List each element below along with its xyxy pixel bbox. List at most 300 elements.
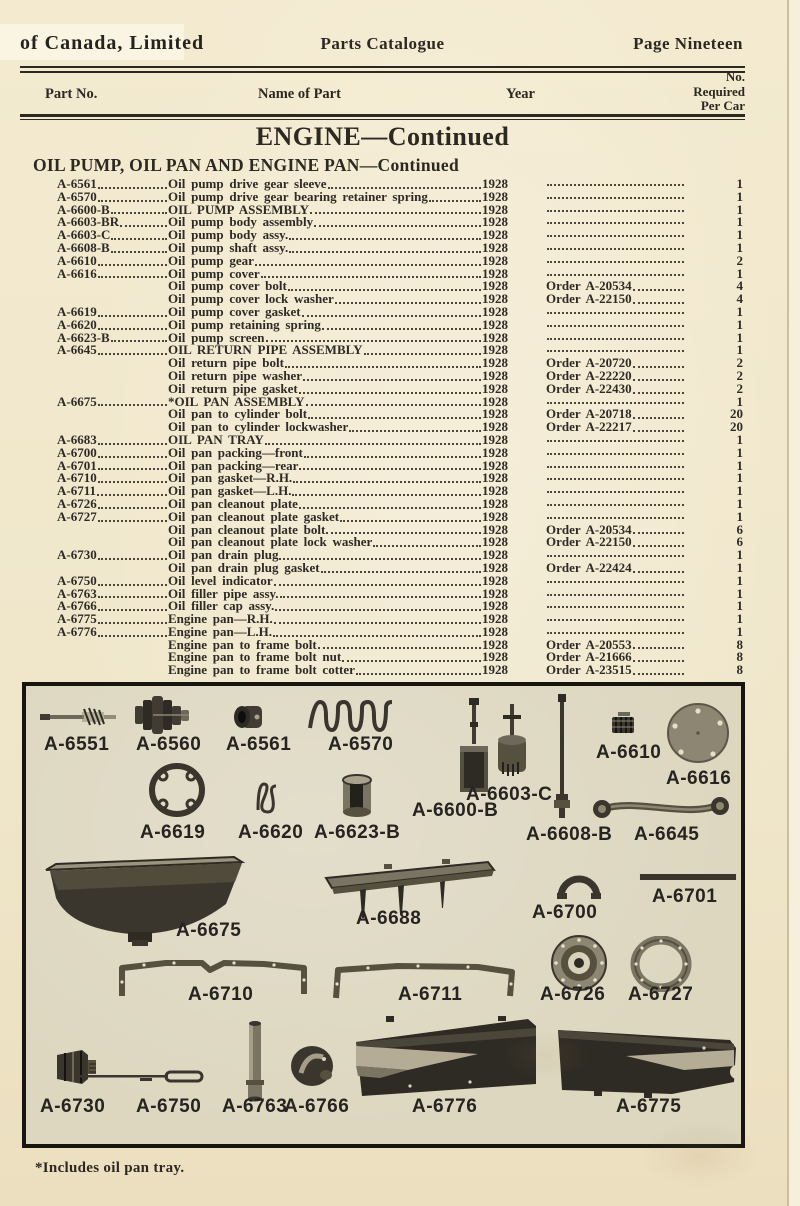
- cell-year: 1928: [482, 636, 508, 652]
- part-figure-a-6551: [38, 702, 118, 732]
- cell-year: 1928: [482, 188, 508, 204]
- part-label-a-6688: A-6688: [356, 908, 422, 929]
- dot-leader: [299, 391, 481, 394]
- catalogue-title: Parts Catalogue: [320, 34, 445, 53]
- order-reference: Order A-20534: [546, 278, 632, 294]
- table-row: [20, 229, 745, 242]
- order-reference: Order A-22150: [546, 291, 632, 307]
- dot-leader: [306, 403, 482, 406]
- order-reference: Order A-20720: [546, 355, 632, 371]
- dot-leader: [303, 378, 481, 381]
- dot-leader: [342, 659, 481, 662]
- table-row: [20, 651, 745, 664]
- part-name: *OIL PAN ASSEMBLY: [168, 393, 305, 409]
- order-reference: Order A-21666: [546, 649, 632, 665]
- part-name: Oil pump drive gear sleeve: [168, 176, 327, 191]
- part-drawing-icon: [638, 872, 738, 882]
- cell-quantity: 1: [736, 444, 743, 460]
- dot-leader: [321, 570, 481, 573]
- dot-leader: [255, 263, 481, 266]
- table-row: [20, 367, 745, 383]
- part-number: A-6610: [57, 252, 97, 268]
- part-name: Oil pump cover lock washer: [168, 291, 334, 307]
- dot-leader: [98, 621, 167, 624]
- part-number: A-6561: [57, 176, 97, 191]
- column-header-year: Year: [506, 86, 535, 102]
- cell-part-no: [20, 344, 168, 357]
- dot-leader: [292, 493, 481, 496]
- part-label-a-6701: A-6701: [652, 886, 718, 907]
- cell-part-no: [20, 265, 168, 281]
- dot-leader: [547, 247, 684, 250]
- cell-order-ref: [546, 196, 688, 201]
- dot-leader: [547, 605, 684, 608]
- part-label-a-6603-c: A-6603-C: [466, 784, 553, 805]
- dot-leader: [111, 211, 167, 214]
- part-name: Engine pan to frame bolt: [168, 636, 317, 652]
- part-drawing-icon: [554, 1020, 740, 1106]
- cell-order-ref: [546, 503, 688, 508]
- table-row: [20, 508, 745, 524]
- cell-year: 1928: [482, 547, 508, 563]
- column-header-required: [693, 70, 745, 114]
- dot-leader: [98, 455, 167, 458]
- dot-leader: [98, 506, 167, 509]
- cell-quantity: 1: [736, 495, 743, 511]
- cell-quantity: 1: [736, 623, 743, 639]
- order-reference: Order A-22217: [546, 419, 632, 435]
- part-name: Oil pan gasket—R.H.: [168, 470, 293, 486]
- dot-leader: [547, 324, 684, 327]
- part-number: A-6775: [57, 611, 97, 627]
- dot-leader: [98, 557, 167, 560]
- order-reference: Order A-23515: [546, 662, 632, 678]
- cell-order-ref: [546, 380, 688, 396]
- part-number: A-6608-B: [57, 239, 110, 255]
- part-name: Oil pan cleanout plate: [168, 495, 298, 511]
- cell-order-ref: [546, 605, 688, 610]
- part-name: Oil pan packing—front: [168, 444, 303, 460]
- part-number: A-6700: [57, 444, 97, 460]
- table-row: [20, 549, 745, 562]
- dot-leader: [633, 544, 684, 547]
- table-row: [20, 216, 745, 229]
- part-drawing-icon: [288, 1042, 336, 1090]
- part-name: Oil return pipe washer: [168, 367, 303, 383]
- cell-quantity: 2: [736, 380, 743, 396]
- part-label-a-6560: A-6560: [136, 734, 202, 755]
- table-row: [20, 329, 745, 345]
- dot-leader: [633, 288, 684, 291]
- order-reference: Order A-22424: [546, 559, 632, 575]
- part-figure-a-6616: [666, 702, 730, 764]
- dot-leader: [547, 209, 684, 212]
- table-row: [20, 393, 745, 409]
- cell-order-ref: [546, 536, 688, 549]
- dot-leader: [633, 531, 684, 534]
- cell-year: 1928: [482, 483, 508, 499]
- part-number: A-6603-C: [57, 227, 111, 243]
- cell-year: 1928: [482, 252, 508, 268]
- cell-quantity: 1: [736, 547, 743, 563]
- dot-leader: [633, 378, 684, 381]
- table-row: [20, 664, 745, 677]
- part-drawing-icon: [553, 694, 571, 820]
- table-row: [20, 293, 745, 306]
- page-number-label: Page Nineteen: [633, 34, 743, 53]
- cell-quantity: 1: [736, 572, 743, 588]
- dot-leader: [285, 365, 481, 368]
- dot-leader: [340, 519, 481, 522]
- part-drawing-icon: [242, 1020, 268, 1102]
- cell-year: 1928: [482, 444, 508, 460]
- dot-leader: [98, 314, 167, 317]
- dot-leader: [318, 646, 481, 649]
- part-figure-a-6763: [242, 1020, 268, 1102]
- part-label-a-6623-b: A-6623-B: [314, 822, 401, 843]
- cell-order-ref: [546, 349, 688, 354]
- table-row: [20, 344, 745, 357]
- part-number: A-6730: [57, 547, 97, 563]
- cell-year: 1928: [482, 214, 508, 230]
- cell-order-ref: [546, 247, 688, 252]
- table-row: [20, 600, 745, 613]
- cell-order-ref: [546, 490, 688, 495]
- dot-leader: [98, 275, 167, 278]
- cell-year: 1928: [482, 431, 508, 447]
- part-number: A-6710: [57, 470, 97, 486]
- dot-leader: [98, 467, 167, 470]
- cell-order-ref: [546, 293, 688, 306]
- dot-leader: [547, 337, 684, 340]
- part-figure-a-6700: [554, 872, 604, 900]
- dot-leader: [98, 595, 167, 598]
- part-label-a-6766: A-6766: [284, 1096, 350, 1117]
- cell-order-ref: [546, 209, 688, 214]
- part-name: Oil pump cover: [168, 265, 260, 281]
- table-row: [20, 303, 745, 319]
- masthead: [20, 30, 745, 60]
- section-title: ENGINE—Continued: [255, 122, 510, 151]
- part-number: A-6763: [57, 585, 97, 601]
- dot-leader: [302, 314, 481, 317]
- dot-leader: [547, 516, 684, 519]
- part-name: Engine pan to frame bolt cotter: [168, 662, 355, 678]
- cell-quantity: 1: [736, 176, 743, 191]
- dot-leader: [373, 544, 481, 547]
- cell-year: 1928: [482, 623, 508, 639]
- section-subtitle: OIL PUMP, OIL PAN AND ENGINE PAN—Continued: [33, 155, 460, 175]
- part-figure-a-6775: [554, 1020, 740, 1106]
- part-name: Oil pan gasket—L.H.: [168, 483, 292, 499]
- dot-leader: [633, 391, 684, 394]
- part-name: Oil pump body assy.: [168, 227, 289, 243]
- column-header-rule: [20, 114, 745, 120]
- part-number: A-6616: [57, 265, 97, 281]
- cell-quantity: 1: [736, 329, 743, 345]
- part-name: Oil pump shaft assy.: [168, 239, 289, 255]
- page-scan-edge: [787, 0, 800, 1206]
- table-row: [20, 559, 745, 575]
- cell-quantity: 20: [730, 406, 743, 422]
- dot-leader: [98, 442, 167, 445]
- part-name: Oil pan cleanout plate bolt: [168, 521, 326, 537]
- part-figure-a-6561: [232, 702, 272, 732]
- parts-table-body: [20, 178, 745, 677]
- cell-order-ref: [546, 559, 688, 575]
- dot-leader: [98, 519, 167, 522]
- cell-quantity: 1: [736, 227, 743, 243]
- order-reference: Order A-20553: [546, 636, 632, 652]
- part-figure-a-6623-b: [338, 772, 376, 818]
- cell-year: 1928: [482, 508, 508, 524]
- cell-year: 1928: [482, 611, 508, 627]
- part-figure-a-6570: [306, 698, 398, 736]
- table-row: [20, 572, 745, 588]
- dot-leader: [314, 224, 481, 227]
- part-label-a-6776: A-6776: [412, 1096, 478, 1117]
- dot-leader: [289, 237, 481, 240]
- part-figure-a-6750: [78, 1066, 206, 1086]
- part-name: Oil pan packing—rear: [168, 457, 299, 473]
- publisher-name: of Canada, Limited: [20, 32, 205, 54]
- part-label-a-6551: A-6551: [44, 734, 110, 755]
- dot-leader: [304, 455, 481, 458]
- part-drawing-icon: [453, 698, 495, 798]
- cell-quantity: 4: [736, 291, 743, 307]
- cell-quantity: 1: [736, 265, 743, 281]
- table-row: [20, 408, 745, 421]
- cell-year: 1928: [482, 380, 508, 396]
- part-label-a-6750: A-6750: [136, 1096, 202, 1117]
- cell-order-ref: [546, 618, 688, 623]
- part-name: OIL PAN TRAY: [168, 431, 264, 447]
- cell-part-name: [168, 664, 482, 677]
- dot-leader: [547, 401, 684, 404]
- cell-year: 1928: [482, 316, 508, 332]
- part-figure-a-6603-c: [490, 704, 534, 784]
- dot-leader: [356, 672, 481, 675]
- cell-order-ref: [546, 664, 688, 677]
- dot-leader: [274, 583, 481, 586]
- part-name: Engine pan—L.H.: [168, 623, 273, 639]
- cell-quantity: 8: [736, 662, 743, 678]
- dot-leader: [547, 465, 684, 468]
- cell-quantity: 1: [736, 611, 743, 627]
- part-label-a-6710: A-6710: [188, 984, 254, 1005]
- part-name: Oil pump gear: [168, 252, 254, 268]
- dot-leader: [111, 339, 167, 342]
- cell-quantity: 1: [736, 342, 743, 358]
- part-figure-a-6610: [608, 710, 638, 738]
- table-row: [20, 380, 745, 396]
- part-drawing-icon: [133, 694, 191, 736]
- part-number: A-6620: [57, 316, 97, 332]
- part-figure-a-6620: [252, 780, 280, 814]
- part-label-a-6620: A-6620: [238, 822, 304, 843]
- cell-quantity: 1: [736, 303, 743, 319]
- cell-quantity: 6: [736, 521, 743, 537]
- part-name: Oil pump cover gasket: [168, 303, 301, 319]
- dot-leader: [633, 416, 684, 419]
- cell-year: 1928: [482, 662, 508, 678]
- dot-leader: [98, 403, 167, 406]
- dot-leader: [547, 593, 684, 596]
- part-label-a-6570: A-6570: [328, 734, 394, 755]
- dot-leader: [547, 196, 684, 199]
- dot-leader: [310, 211, 481, 214]
- part-number: A-6619: [57, 303, 97, 319]
- cell-quantity: 1: [736, 214, 743, 230]
- cell-part-no: [20, 508, 168, 524]
- cell-year: 1928: [482, 495, 508, 511]
- cell-quantity: 1: [736, 585, 743, 601]
- cell-order-ref: [546, 260, 688, 265]
- table-row: [20, 265, 745, 281]
- part-figure-a-6645: [591, 792, 733, 822]
- cell-quantity: 1: [736, 508, 743, 524]
- part-figure-a-6701: [638, 872, 738, 882]
- order-reference: Order A-20718: [546, 406, 632, 422]
- table-row: [20, 280, 745, 293]
- dot-leader: [98, 352, 167, 355]
- part-label-a-6600-b: A-6600-B: [412, 800, 499, 821]
- cell-quantity: 1: [736, 457, 743, 473]
- dot-leader: [633, 365, 684, 368]
- dot-leader: [322, 327, 481, 330]
- table-row: [20, 421, 745, 434]
- order-reference: Order A-22220: [546, 367, 632, 383]
- cell-order-ref: [546, 421, 688, 434]
- column-header-part-no: Part No.: [45, 86, 98, 102]
- dot-leader: [293, 480, 481, 483]
- cell-order-ref: [546, 580, 688, 585]
- cell-order-ref: [546, 401, 688, 406]
- cell-order-ref: [546, 516, 688, 521]
- cell-year: 1928: [482, 367, 508, 383]
- table-row: [20, 623, 745, 639]
- part-drawing-icon: [350, 1016, 542, 1106]
- cell-year: 1928: [482, 393, 508, 409]
- part-name: Oil filler pipe assy.: [168, 585, 279, 601]
- column-header-name: Name of Part: [258, 86, 341, 102]
- dot-leader: [547, 477, 684, 480]
- part-figure-a-6619: [148, 762, 206, 818]
- cell-year: 1928: [482, 355, 508, 371]
- part-drawing-icon: [490, 704, 534, 784]
- part-number: A-6776: [57, 623, 97, 639]
- cell-quantity: 8: [736, 636, 743, 652]
- part-drawing-icon: [608, 710, 638, 738]
- part-number: A-6623-B: [57, 329, 110, 345]
- cell-quantity: 1: [736, 483, 743, 499]
- cell-order-ref: [546, 324, 688, 329]
- dot-leader: [547, 234, 684, 237]
- cell-year: 1928: [482, 649, 508, 665]
- cell-year: 1928: [482, 406, 508, 422]
- cell-order-ref: [546, 593, 688, 598]
- part-label-a-6619: A-6619: [140, 822, 206, 843]
- cell-part-no: [20, 393, 168, 409]
- dot-leader: [364, 352, 482, 355]
- part-number: A-6701: [57, 457, 97, 473]
- dot-leader: [274, 621, 481, 624]
- illustration-plate: [22, 682, 745, 1148]
- cell-year: 1928: [482, 227, 508, 243]
- part-number: A-6603-BR: [57, 214, 120, 230]
- cell-quantity: 20: [730, 419, 743, 435]
- cell-order-ref: [546, 234, 688, 239]
- cell-year: 1928: [482, 585, 508, 601]
- dot-leader: [547, 618, 684, 621]
- cell-year: 1928: [482, 239, 508, 255]
- part-drawing-icon: [591, 792, 733, 822]
- part-number: A-6600-B: [57, 201, 110, 217]
- cell-order-ref: [546, 465, 688, 470]
- part-drawing-icon: [666, 702, 730, 764]
- part-drawing-icon: [78, 1066, 206, 1086]
- part-name: Oil return pipe gasket: [168, 380, 298, 396]
- part-drawing-icon: [38, 702, 118, 732]
- part-label-a-6645: A-6645: [634, 824, 700, 845]
- cell-year: 1928: [482, 265, 508, 281]
- cell-order-ref: [546, 183, 688, 188]
- dot-leader: [120, 224, 167, 227]
- cell-order-ref: [546, 554, 688, 559]
- dot-leader: [98, 186, 167, 189]
- part-drawing-icon: [252, 780, 280, 814]
- cell-quantity: 2: [736, 252, 743, 268]
- table-row: [20, 495, 745, 511]
- dot-leader: [547, 260, 684, 263]
- cell-year: 1928: [482, 470, 508, 486]
- table-row: [20, 444, 745, 460]
- table-row: [20, 636, 745, 652]
- part-name: Oil level indicator: [168, 572, 273, 588]
- cell-year: 1928: [482, 201, 508, 217]
- dot-leader: [98, 634, 167, 637]
- cell-year: 1928: [482, 572, 508, 588]
- part-figure-a-6776: [350, 1016, 542, 1106]
- part-drawing-icon: [554, 872, 604, 900]
- part-name: Oil pan cleanout plate lock washer: [168, 534, 373, 550]
- dot-leader: [98, 263, 167, 266]
- cell-order-ref: [546, 477, 688, 482]
- cell-year: 1928: [482, 598, 508, 614]
- order-reference: Order A-22430: [546, 380, 632, 396]
- cell-quantity: 1: [736, 598, 743, 614]
- cell-year: 1928: [482, 303, 508, 319]
- cell-year: 1928: [482, 176, 508, 191]
- dot-leader: [289, 250, 481, 253]
- cell-order-ref: [546, 221, 688, 226]
- cell-year: 1928: [482, 559, 508, 575]
- table-row: [20, 239, 745, 255]
- dot-leader: [335, 301, 481, 304]
- table-row: [20, 316, 745, 332]
- dot-leader: [98, 583, 167, 586]
- dot-leader: [633, 301, 684, 304]
- cell-quantity: 1: [736, 559, 743, 575]
- table-row: [20, 521, 745, 537]
- part-drawing-icon: [148, 762, 206, 818]
- part-label-a-6561: A-6561: [226, 734, 292, 755]
- part-label-a-6610: A-6610: [596, 742, 662, 763]
- part-label-a-6730: A-6730: [40, 1096, 106, 1117]
- part-figure-a-6608-b: [553, 694, 571, 820]
- cell-order-ref: [546, 337, 688, 342]
- dot-leader: [547, 273, 684, 276]
